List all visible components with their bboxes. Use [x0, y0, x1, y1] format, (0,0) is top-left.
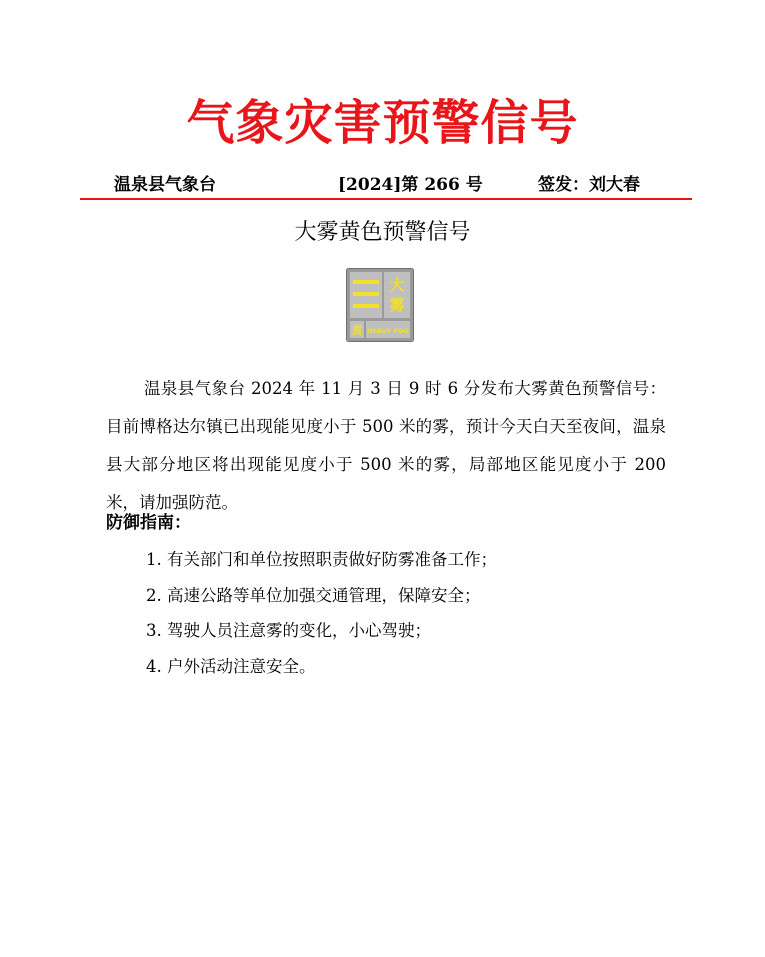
badge-level-char: 黄 — [351, 324, 363, 337]
guide-item: 2. 高速公路等单位加强交通管理，保障安全； — [146, 585, 481, 605]
guide-heading: 防御指南： — [106, 513, 191, 533]
guide-list — [146, 542, 497, 684]
red-divider — [80, 198, 692, 200]
fog-line-1 — [353, 280, 379, 284]
heavy-fog-yellow-warning-icon — [346, 268, 414, 342]
document-meta-row — [80, 170, 692, 196]
document-header-title: 气象灾害预警信号 — [186, 95, 579, 151]
signer-label: 签发：刘大春 — [538, 175, 640, 195]
fog-line-2 — [353, 292, 379, 296]
badge-name-bottom: 雾 — [389, 296, 405, 314]
guide-item: 1. 有关部门和单位按照职责做好防雾准备工作； — [146, 550, 497, 569]
signal-title: 大雾黄色预警信号 — [294, 220, 471, 245]
badge-english-label: HEAVY FOG — [367, 327, 409, 335]
warning-body-text: 温泉县气象台 2024 年 11 月 3 日 9 时 6 分发布大雾黄色预警信号：目前博格达尔镇已出现能见度小于 500 米的雾，预计今天白天至夜间，温泉县大部分地区将出现能见度小于 500 米的雾，局部地区能见度小于 200 米，请加强防范。 — [106, 379, 666, 512]
guide-item: 4. 户外活动注意安全。 — [146, 656, 316, 676]
document-number: [2024]第 266 号 — [338, 175, 483, 195]
guide-item: 3. 驾驶人员注意雾的变化，小心驾驶； — [146, 621, 431, 640]
fog-line-3 — [353, 304, 379, 308]
issuer-label: 温泉县气象台 — [114, 175, 216, 195]
badge-name-top: 大 — [389, 276, 405, 294]
